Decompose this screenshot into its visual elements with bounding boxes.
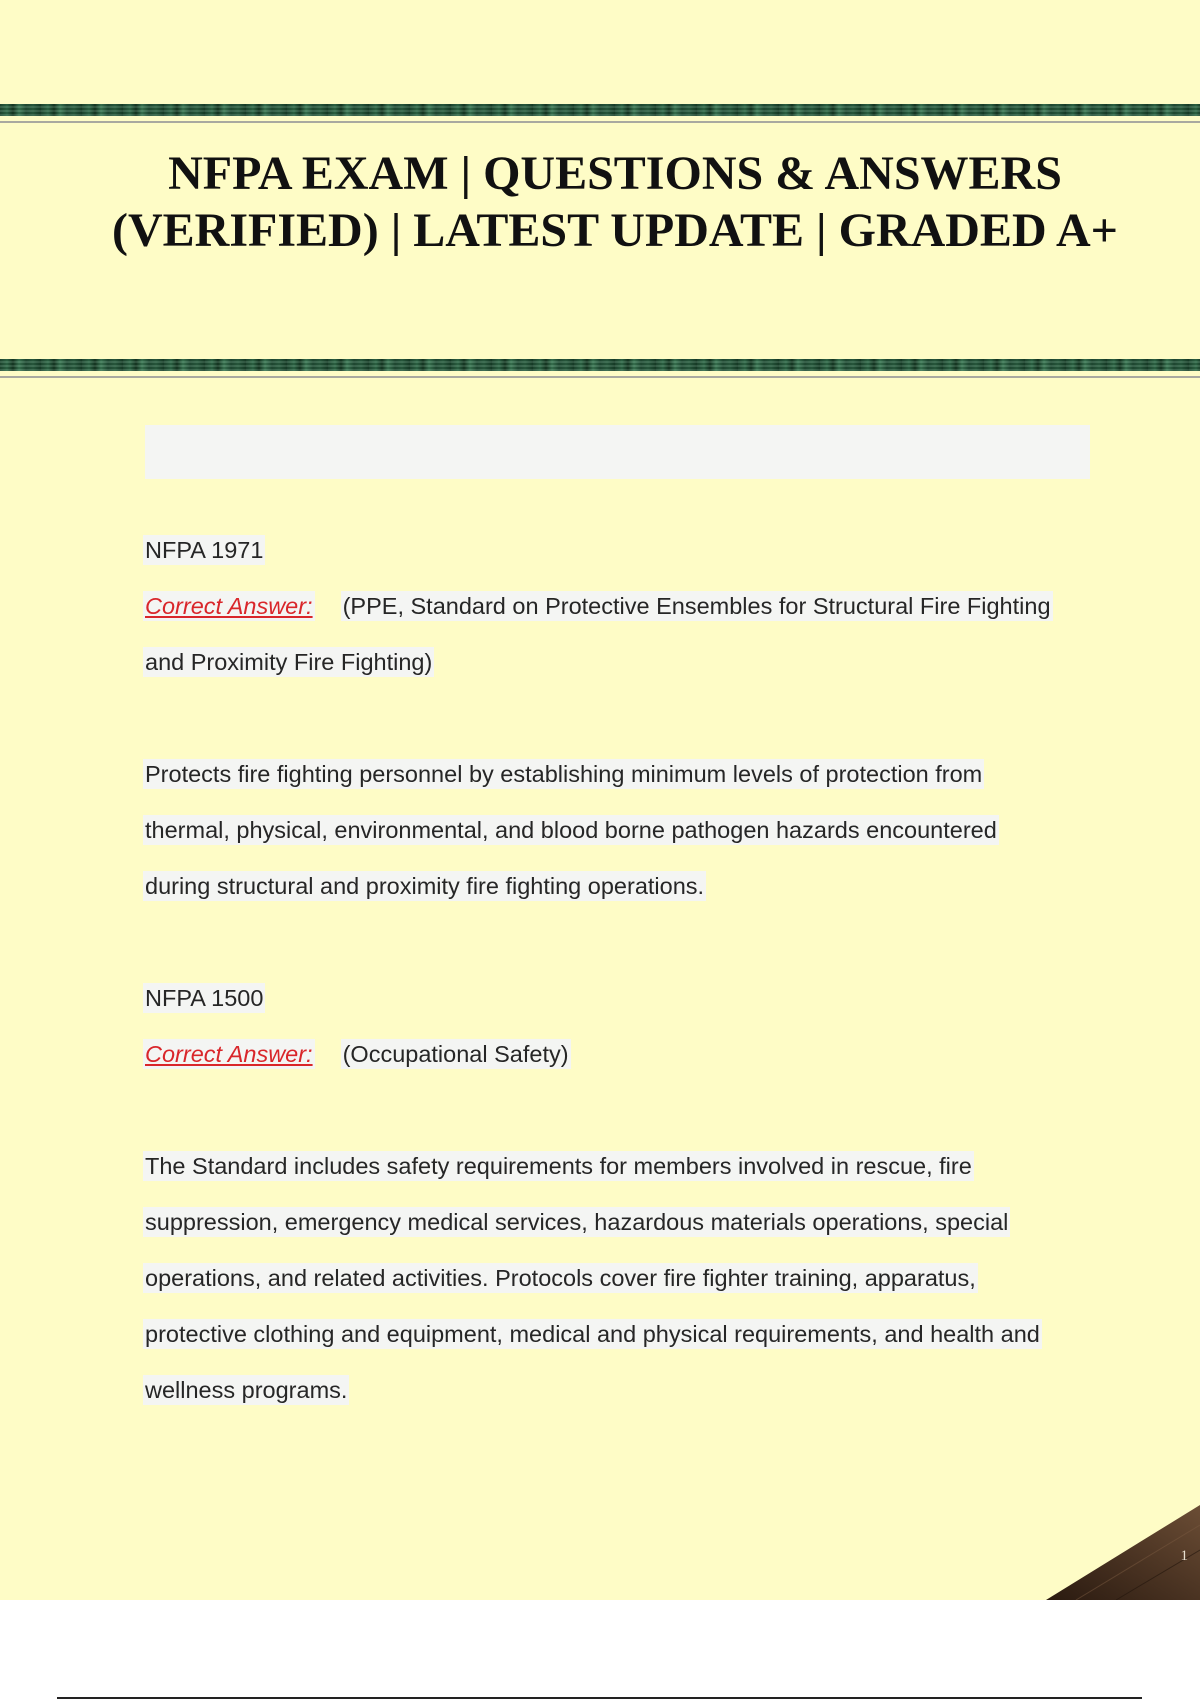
description-line: protective clothing and equipment, medical and physical requirements, and health and [145, 1321, 1040, 1347]
description-line: suppression, emergency medical services, hazardous materials operations, special [145, 1209, 1009, 1235]
top-rule [0, 121, 1200, 123]
correct-answer-label: Correct Answer: [145, 1041, 313, 1067]
answer-text: (Occupational Safety) [342, 1041, 569, 1067]
question-text: NFPA 1971 [145, 537, 264, 563]
description-line: wellness programs. [145, 1377, 348, 1403]
description-line: thermal, physical, environmental, and blood borne pathogen hazards encountered [145, 817, 997, 843]
qa-content [145, 522, 1090, 1418]
page-number: 1 [1180, 1548, 1188, 1564]
blank-highlight-bar [145, 425, 1090, 479]
description-line: The Standard includes safety requirements for members involved in rescue, fire [145, 1153, 972, 1179]
page-corner-decoration [1046, 1505, 1200, 1600]
description-line: during structural and proximity fire fighting operations. [145, 873, 705, 899]
qa-entry [145, 970, 1090, 1418]
qa-entry [145, 522, 1090, 914]
answer-text: (PPE, Standard on Protective Ensembles for Structural Fire Fighting [342, 593, 1051, 619]
answer-text-continued: and Proximity Fire Fighting) [145, 649, 433, 675]
bottom-rule [0, 376, 1200, 378]
document-title: NFPA EXAM | QUESTIONS & ANSWERS (VERIFIED) | LATEST UPDATE | GRADED A+ [112, 147, 1118, 257]
page-bottom-rule [57, 1697, 1142, 1699]
question-text: NFPA 1500 [145, 985, 264, 1011]
description-line: operations, and related activities. Protocols cover fire fighter training, apparatus, [145, 1265, 976, 1291]
top-marble-band [0, 104, 1200, 116]
correct-answer-label: Correct Answer: [145, 593, 313, 619]
description-line: Protects fire fighting personnel by establishing minimum levels of protection from [145, 761, 983, 787]
bottom-marble-band [0, 359, 1200, 371]
